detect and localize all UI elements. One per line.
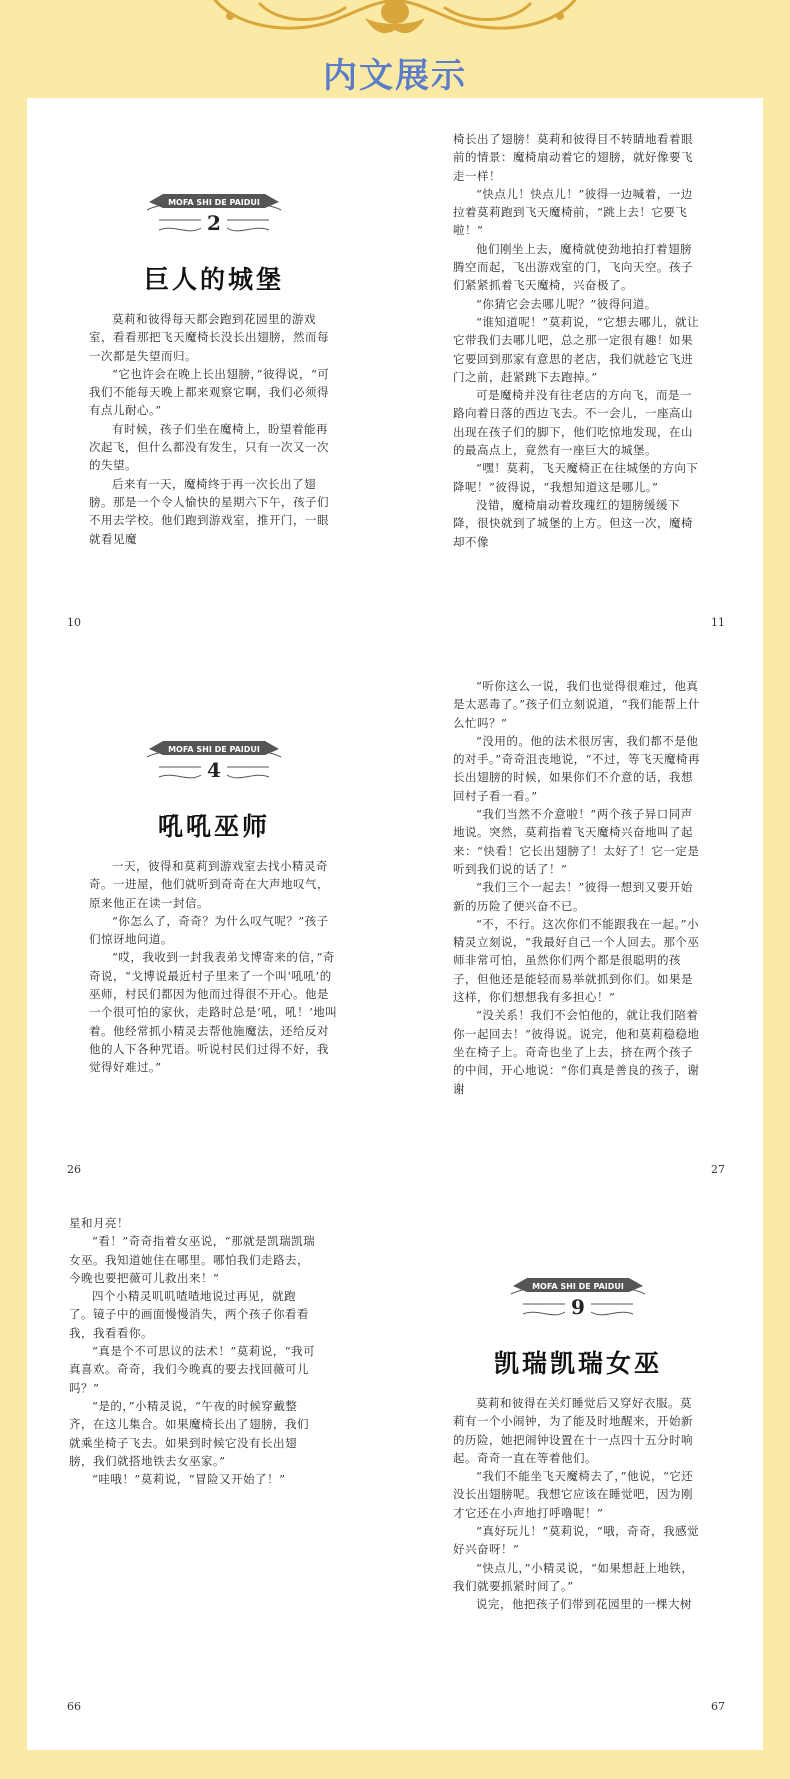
chapter-title: 凯瑞凯瑞女巫	[493, 1349, 662, 1378]
chapter-ribbon-text: MOFA SHI DE PAIDUI	[168, 198, 260, 207]
paragraph: “哇哦！”莫莉说，“冒险又开始了！”	[92, 1472, 286, 1487]
paragraph: “没关系！我们不会怕他的，就让我们陪着你一起回去！”彼得说。说完，他和莫莉稳稳地坐在椅子上。奇奇也坐了上去，挤在两个孩子的中间，开心地说：“你们真是善良的孩子，谢谢	[453, 1008, 700, 1096]
page-body	[453, 130, 703, 551]
page-title: 内文展示	[323, 56, 467, 96]
paragraph: 莫莉和彼得在关灯睡觉后又穿好衣服。莫莉有一个小闹钟，为了能及时地醒来，开始新的历险，她把闹钟设置在十一点四十五分时响起。奇奇一直在等着他们。	[453, 1396, 693, 1465]
page-body	[89, 310, 339, 548]
book-page-left	[27, 128, 395, 648]
paragraph: 莫莉和彼得每天都会跑到花园里的游戏室，看看那把飞天魔椅长没长出翅膀，然而每一次都是失望而归。	[89, 312, 329, 363]
paragraph: “我们当然不介意啦！”两个孩子异口同声地说。突然，莫莉指着飞天魔椅兴奋地叫了起来：“快看！它长出翅膀了！太好了！它一定是听到我们说的话了！”	[453, 807, 700, 876]
paragraph: “你猜它会去哪儿呢？”彼得问道。	[476, 296, 657, 311]
paragraph: 说完，他把孩子们带到花园里的一棵大树	[476, 1597, 692, 1612]
paragraph: 可是魔椅并没有往老店的方向飞，而是一路向着日落的西边飞去。不一会儿，一座高山出现在孩子们的脚下，他们吃惊地发现，在山的最高点上，竟然有一座巨大的城堡。	[453, 388, 693, 458]
paragraph: “真好玩儿！”莫莉说，“哦，奇奇，我感觉好兴奋呀！”	[453, 1524, 700, 1557]
chapter-title: 吼吼巫师	[157, 812, 270, 841]
paragraph: “听你这么一说，我们也觉得很难过，他真是太恶毒了。”孩子们立刻说道，“我们能帮上什么忙吗？”	[453, 679, 701, 730]
paragraph: “嘿！莫莉，飞天魔椅正在往城堡的方向下降呢！”彼得说，“我想知道这是哪儿。”	[453, 461, 699, 494]
chapter-heading	[89, 180, 339, 296]
page-number: 66	[67, 1700, 81, 1713]
paragraph: “没用的。他的法术很厉害，我们都不是他的对手。”奇奇沮丧地说，“不过，等飞天魔椅再长出翅膀的时候，如果你们不介意的话，我想回村子看一看。”	[453, 733, 701, 803]
page-body	[89, 857, 339, 1077]
paragraph: 没错，魔椅扇动着玫瑰红的翅膀缓缓下降，很快就到了城堡的上方。但这一次，魔椅却不像	[453, 497, 693, 549]
page-number: 27	[711, 1163, 725, 1176]
chapter-number: 9	[571, 1295, 585, 1319]
book-page-right	[395, 1212, 763, 1732]
paragraph: “是的，”小精灵说，“午夜的时候穿戴整齐，在这儿集合。如果魔椅长出了翅膀，我们就乘坐椅子飞去。如果到时候它没有长出翅膀，我们就搭地铁去女巫家。”	[69, 1398, 309, 1468]
paragraph: “看！”奇奇指着女巫说，“那就是凯瑞凯瑞女巫。我知道她住在哪里。哪怕我们走路去，今晚也要把薇可儿救出来！”	[69, 1234, 316, 1285]
page-number: 11	[711, 616, 725, 629]
paragraph: 四个小精灵叽叽喳喳地说过再见，就跑了。镜子中的画面慢慢消失，两个孩子你看看我，我看看你。	[69, 1289, 309, 1340]
paragraph: 有时候，孩子们坐在魔椅上，盼望着能再次起飞，但什么都没有发生，只有一次又一次的失望。	[89, 421, 329, 473]
page-body	[453, 1394, 703, 1614]
paragraph: 椅长出了翅膀！莫莉和彼得目不转睛地看着眼前的情景：魔椅扇动着它的翅膀，就好像要飞走一样！	[453, 132, 693, 183]
book-preview-panel	[27, 98, 763, 1750]
chapter-ribbon-text: MOFA SHI DE PAIDUI	[168, 745, 260, 754]
gold-ornament-icon	[0, 0, 790, 40]
chapter-number: 2	[207, 211, 221, 235]
paragraph: “真是个不可思议的法术！”莫莉说，“我可真喜欢。奇奇，我们今晚真的要去找回薇可儿吗？”	[69, 1344, 316, 1395]
paragraph: “哎，我收到一封我表弟戈博寄来的信，”奇奇说，“戈博说最近村子里来了一个叫‘吼吼’的巫师，村民们都因为他而过得很不开心。他是一个很可怕的家伙，走路时总是‘吼，吼！’地叫着。他经常抓小精灵去帮他施魔法，还给反对他的人下各种咒语。听说村民们过得不好，我觉得好难过。”	[89, 950, 338, 1075]
chapter-ribbon-icon	[139, 727, 289, 789]
page-number: 67	[711, 1700, 725, 1713]
paragraph: “它也许会在晚上长出翅膀，”彼得说，“可我们不能每天晚上都来观察它啊，我们必须得有点儿耐心。”	[89, 366, 330, 418]
book-page-left	[27, 1212, 395, 1732]
chapter-ribbon-icon	[139, 180, 289, 242]
paragraph: 他们刚坐上去，魔椅就使劲地拍打着翅膀腾空而起，飞出游戏室的门，飞向天空。孩子们紧紧抓着飞天魔椅，兴奋极了。	[453, 241, 693, 293]
paragraph: “快点儿，”小精灵说，“如果想赶上地铁，我们就要抓紧时间了。”	[453, 1560, 694, 1593]
chapter-heading	[453, 1264, 703, 1380]
chapter-ribbon-icon	[503, 1264, 653, 1326]
book-page-left	[27, 675, 395, 1195]
paragraph: “我们不能坐飞天魔椅去了，”他说，“它还没长出翅膀呢。我想它应该在睡觉吧，因为刚才它还在小声地打呼噜呢！”	[453, 1469, 694, 1520]
paragraph: “谁知道呢！”莫莉说，“它想去哪儿，就让它带我们去哪儿吧，总之那一定很有趣！如果它要回到那家有意思的老店，我们就趁它飞进门之前，赶紧跳下去跑掉。”	[453, 314, 700, 384]
paragraph: “快点儿！快点儿！”彼得一边喊着，一边拉着莫莉跑到飞天魔椅前，“跳上去！它要飞啦！”	[453, 186, 693, 238]
chapter-heading	[89, 727, 339, 843]
book-page-right	[395, 675, 763, 1195]
book-spread	[27, 128, 763, 648]
paragraph: 一天，彼得和莫莉到游戏室去找小精灵奇奇。一进屋，他们就听到奇奇在大声地叹气，原来他正在读一封信。	[89, 859, 329, 910]
paragraph: 后来有一天，魔椅终于再一次长出了翅膀。那是一个令人愉快的星期六下午，孩子们不用去学校。他们跑到游戏室，推开门，一眼就看见魔	[89, 476, 329, 546]
book-spread	[27, 675, 763, 1195]
paragraph: 星和月亮！	[69, 1216, 129, 1230]
page-number: 10	[67, 616, 81, 629]
page-body	[69, 1214, 319, 1488]
page-number: 26	[67, 1163, 81, 1176]
chapter-ribbon-text: MOFA SHI DE PAIDUI	[532, 1282, 624, 1291]
book-page-right	[395, 128, 763, 648]
paragraph: “你怎么了，奇奇？为什么叹气呢？”孩子们惊讶地问道。	[89, 913, 329, 947]
paragraph: “不，不行。这次你们不能跟我在一起。”小精灵立刻说，“我最好自己一个人回去。那个巫师非常可怕，虽然你们两个都是很聪明的孩子，但他还是能轻而易举就抓到你们。如果是这样，你们想想我有多担心！”	[453, 916, 700, 1005]
book-spread	[27, 1212, 763, 1732]
chapter-title: 巨人的城堡	[143, 265, 284, 294]
paragraph: “我们三个一起去！”彼得一想到又要开始新的历险了便兴奋不已。	[453, 880, 693, 913]
chapter-number: 4	[207, 758, 221, 782]
page-body	[453, 677, 703, 1098]
